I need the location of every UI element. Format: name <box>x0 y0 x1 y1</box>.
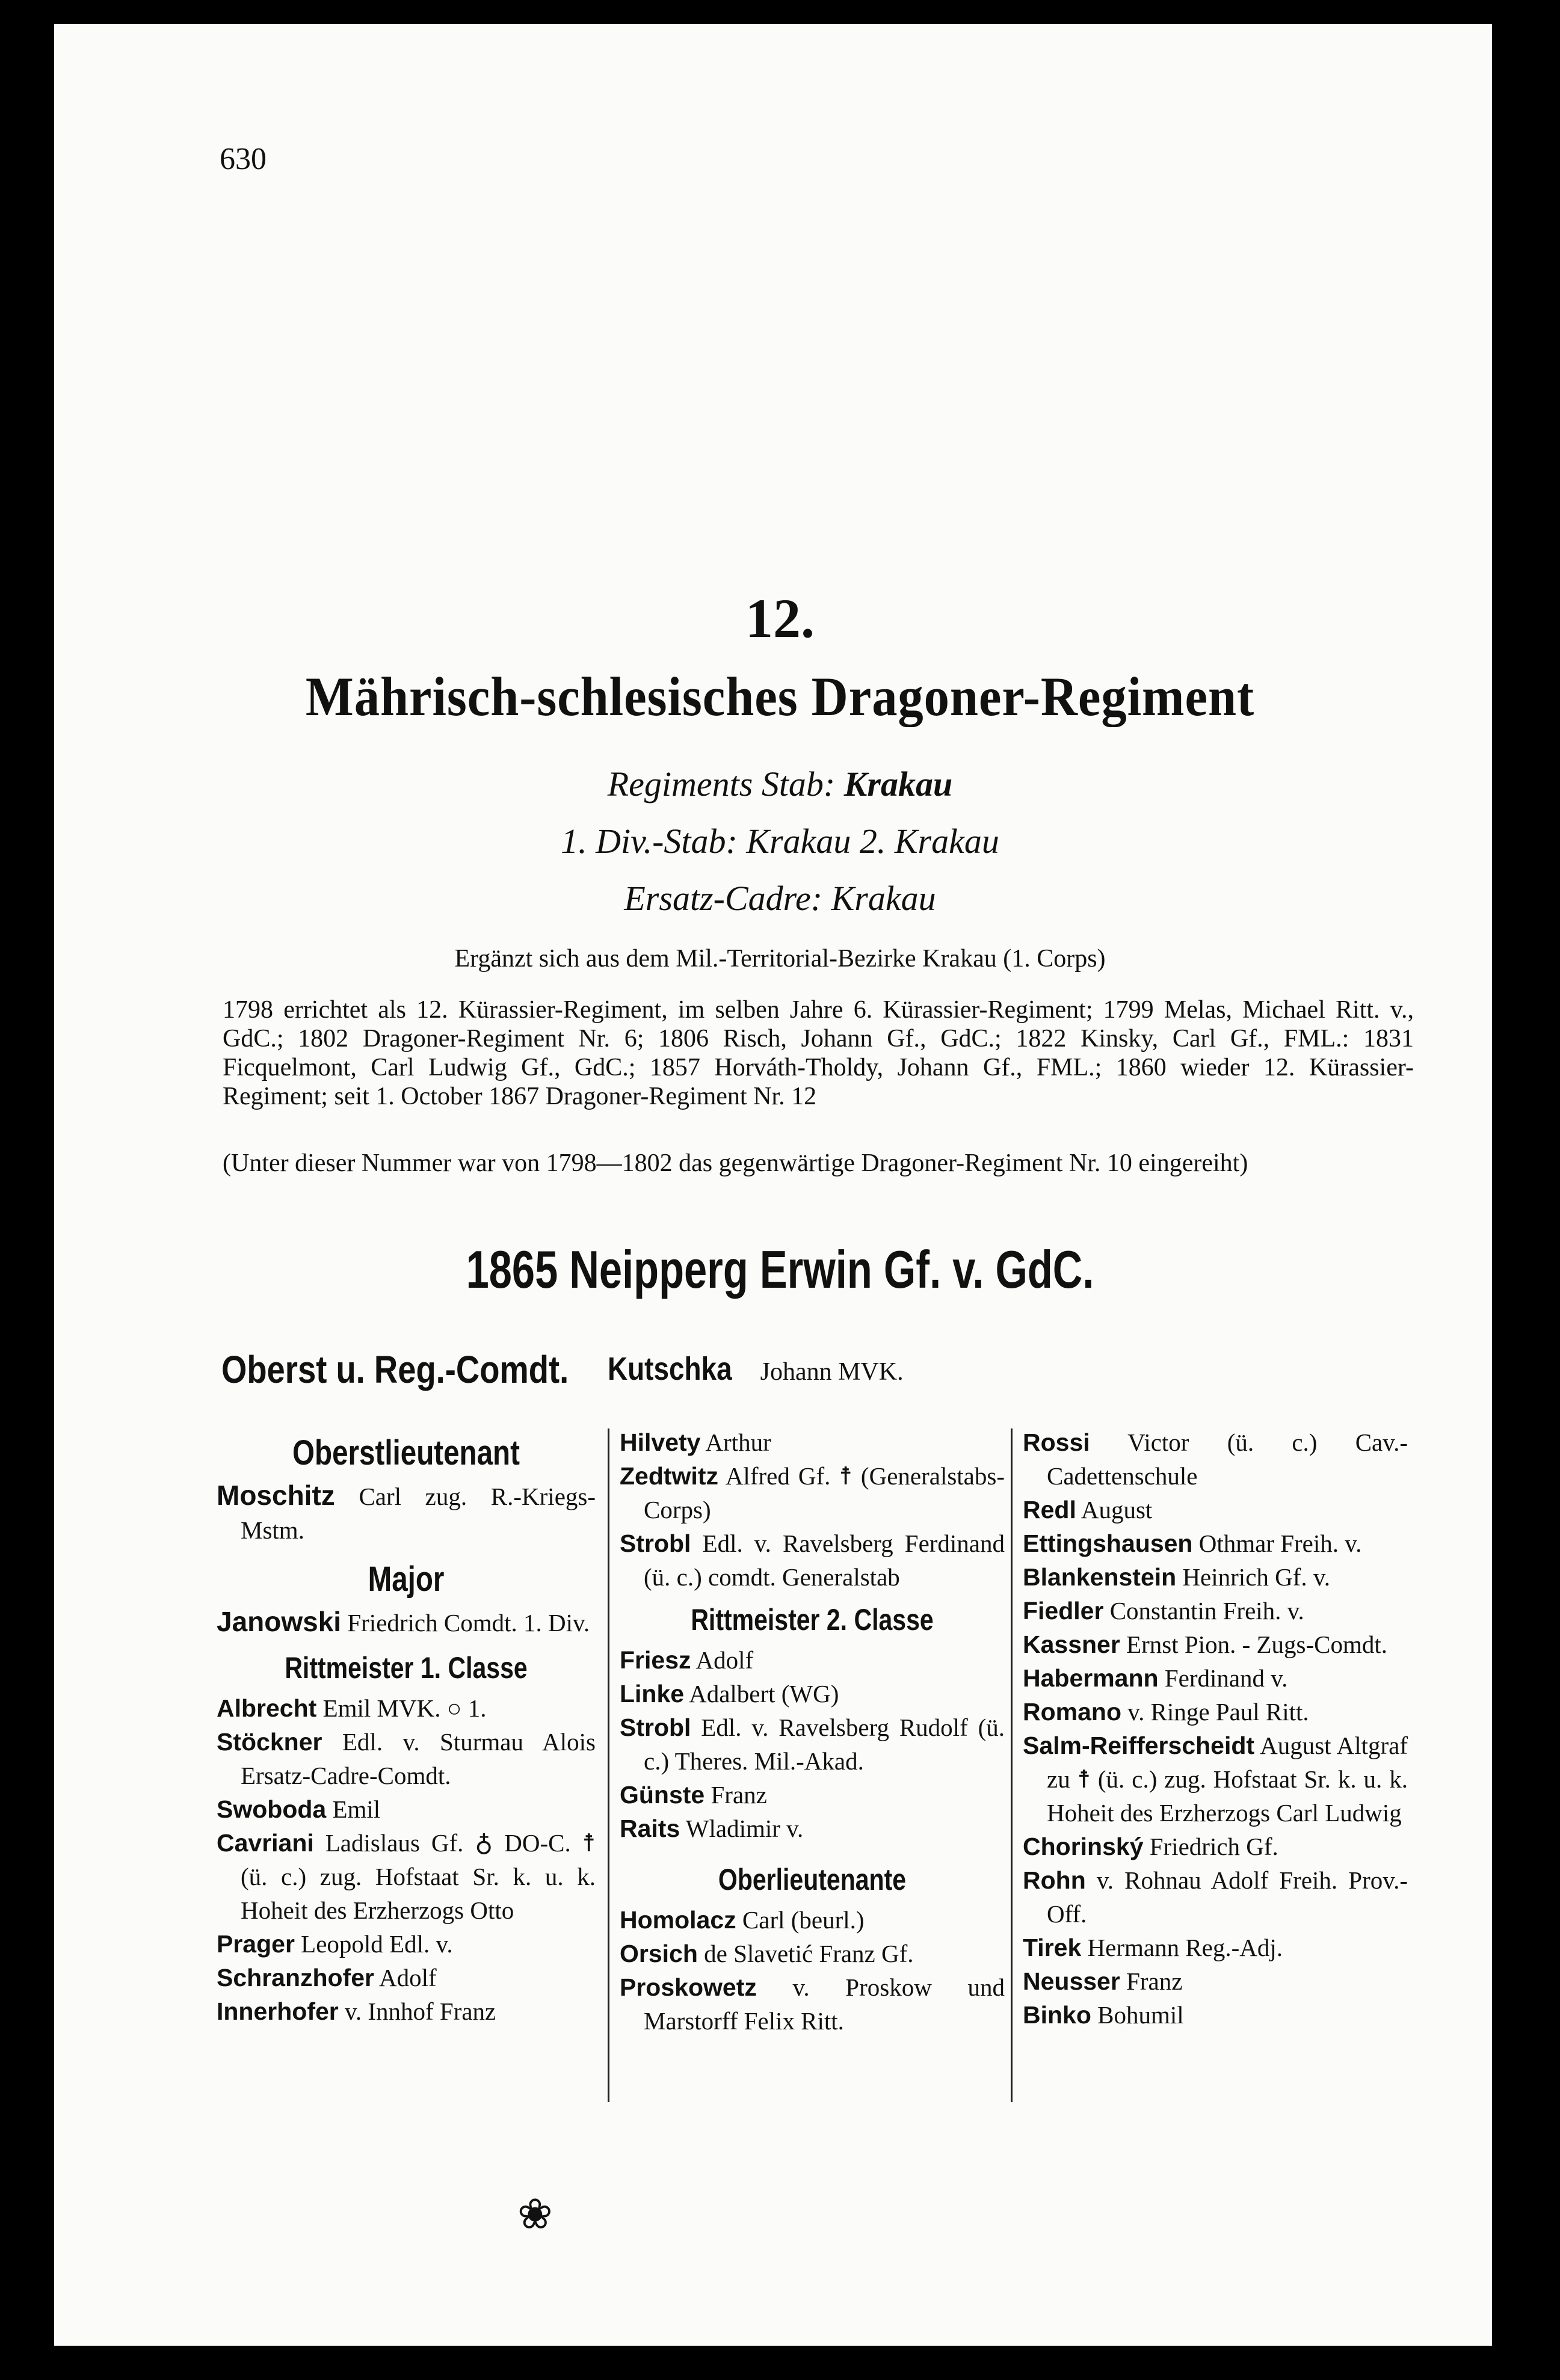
div-value: Krakau 2. Krakau <box>746 822 999 861</box>
list-item: Chorinský Friedrich Gf. <box>1023 1833 1278 1860</box>
list-item: Tirek Hermann Reg.-Adj. <box>1023 1934 1283 1961</box>
list-item: Stöckner Edl. v. Sturmau Alois Ersatz-Cadre-Comdt. <box>217 1728 596 1789</box>
ersatz-label: Ersatz-Cadre: <box>624 879 823 918</box>
list-item: Linke Adalbert (WG) <box>620 1680 839 1708</box>
regiment-title: Mährisch-schlesisches Dragoner-Regiment <box>305 666 1255 727</box>
div-label: 1. Div.-Stab: <box>561 822 738 861</box>
regiment-note: (Unter dieser Nummer war von 1798—1802 das gegenwärtige Dragoner-Regiment Nr. 10 eingereiht) <box>223 1149 1248 1177</box>
list-item: Rohn v. Rohnau Adolf Freih. Prov.-Off. <box>1023 1866 1408 1928</box>
ersatz-value: Krakau <box>831 879 936 918</box>
ergaenzungsbezirk: Ergänzt sich aus dem Mil.-Territorial-Bezirke Krakau (1. Corps) <box>454 945 1106 973</box>
list-item: Moschitz Carl zug. R.-Kriegs-Mstm. <box>217 1480 596 1544</box>
heading-major: Major <box>368 1560 445 1599</box>
column-2 <box>620 1425 1005 2038</box>
list-item: Salm-Reifferscheidt August Altgraf zu ☨ (ü. c.) zug. Hofstaat Sr. k. u. k. Hoheit des Erzherzogs Carl Ludwig <box>1023 1732 1408 1827</box>
list-item: Swoboda Emil <box>217 1795 381 1823</box>
stab-label: Regiments Stab: <box>607 764 836 804</box>
list-item: Habermann Ferdinand v. <box>1023 1664 1288 1692</box>
heading-oberlieutenante: Oberlieutenante <box>718 1863 907 1896</box>
heading-rittmeister-1: Rittmeister 1. Classe <box>285 1651 528 1685</box>
list-item: Zedtwitz Alfred Gf. ☨ (Generalstabs-Corps) <box>620 1462 1005 1524</box>
oberst-label: Oberst u. Reg.-Comdt. <box>221 1348 569 1391</box>
list-item: Kassner Ernst Pion. - Zugs-Comdt. <box>1023 1631 1388 1658</box>
list-item: Homolacz Carl (beurl.) <box>620 1906 865 1934</box>
list-item: Raits Wladimir v. <box>620 1815 804 1842</box>
list-item: Ettingshausen Othmar Freih. v. <box>1023 1530 1362 1557</box>
heading-rittmeister-2: Rittmeister 2. Classe <box>691 1603 934 1637</box>
list-item: Orsich de Slavetić Franz Gf. <box>620 1940 914 1967</box>
list-item: Rossi Victor (ü. c.) Cav.-Cadettenschule <box>1023 1428 1408 1490</box>
list-item: Neusser Franz <box>1023 1967 1183 1995</box>
page-number: 630 <box>220 142 267 176</box>
list-item: Innerhofer v. Innhof Franz <box>217 1997 496 2025</box>
column-3 <box>1023 1425 1408 2032</box>
list-item: Redl August <box>1023 1496 1153 1524</box>
list-item: Schranzhofer Adolf <box>217 1964 437 1991</box>
list-item: Blankenstein Heinrich Gf. v. <box>1023 1563 1330 1591</box>
column-divider-right <box>1011 1428 1013 2102</box>
oberst-entry <box>608 1350 904 1388</box>
list-item: Albrecht Emil MVK. ○ 1. <box>217 1694 487 1722</box>
list-item: Binko Bohumil <box>1023 2001 1184 2029</box>
ersatz-cadre <box>0 878 1560 918</box>
stab-value: Krakau <box>843 764 953 804</box>
list-item: Prager Leopold Edl. v. <box>217 1930 453 1958</box>
ink-blot-icon: ❀ <box>517 2192 553 2238</box>
list-item: Hilvety Arthur <box>620 1428 771 1456</box>
heading-oberstleutnant: Oberstlieutenant <box>292 1433 520 1472</box>
list-item: Romano v. Ringe Paul Ritt. <box>1023 1698 1309 1726</box>
list-item: Strobl Edl. v. Ravelsberg Rudolf (ü. c.) Theres. Mil.-Akad. <box>620 1714 1005 1775</box>
list-item: Janowski Friedrich Comdt. 1. Div. <box>217 1606 590 1637</box>
regiment-stab <box>0 764 1560 804</box>
column-1 <box>217 1425 596 2028</box>
list-item: Cavriani Ladislaus Gf. ♁ DO-C. ☨ (ü. c.) zug. Hofstaat Sr. k. u. k. Hoheit des Erzherzogs Otto <box>217 1829 596 1924</box>
regiment-history: 1798 errichtet als 12. Kürassier-Regiment, im selben Jahre 6. Kürassier-Regiment; 1799 Melas, Michael Ritt. v., GdC.; 1802 Dragoner-Regiment Nr. 6; 1806 Risch, Johann Gf., GdC.; 1822 Kinsky, Carl Gf., FML.: 1831 Ficquelmont, Carl Ludwig Gf., GdC.; 1857 Horváth-Tholdy, Johann Gf., FML.; 1860 wieder 12. Kürassier-Regiment; seit 1. October 1867 Dragoner-Regiment Nr. 12 <box>223 996 1414 1110</box>
oberst-rest: Johann MVK. <box>760 1358 904 1386</box>
division-stab <box>0 821 1560 861</box>
column-divider-left <box>608 1428 609 2102</box>
list-item: Fiedler Constantin Freih. v. <box>1023 1597 1304 1625</box>
list-item: Proskowetz v. Proskow und Marstorff Felix Ritt. <box>620 1973 1005 2035</box>
regiment-inhaber: 1865 Neipperg Erwin Gf. v. GdC. <box>466 1240 1094 1299</box>
list-item: Strobl Edl. v. Ravelsberg Ferdinand (ü. c.) comdt. Generalstab <box>620 1530 1005 1591</box>
list-item: Günste Franz <box>620 1781 767 1809</box>
oberst-name: Kutschka <box>608 1351 732 1387</box>
regiment-number: 12. <box>745 588 815 649</box>
list-item: Friesz Adolf <box>620 1646 754 1674</box>
